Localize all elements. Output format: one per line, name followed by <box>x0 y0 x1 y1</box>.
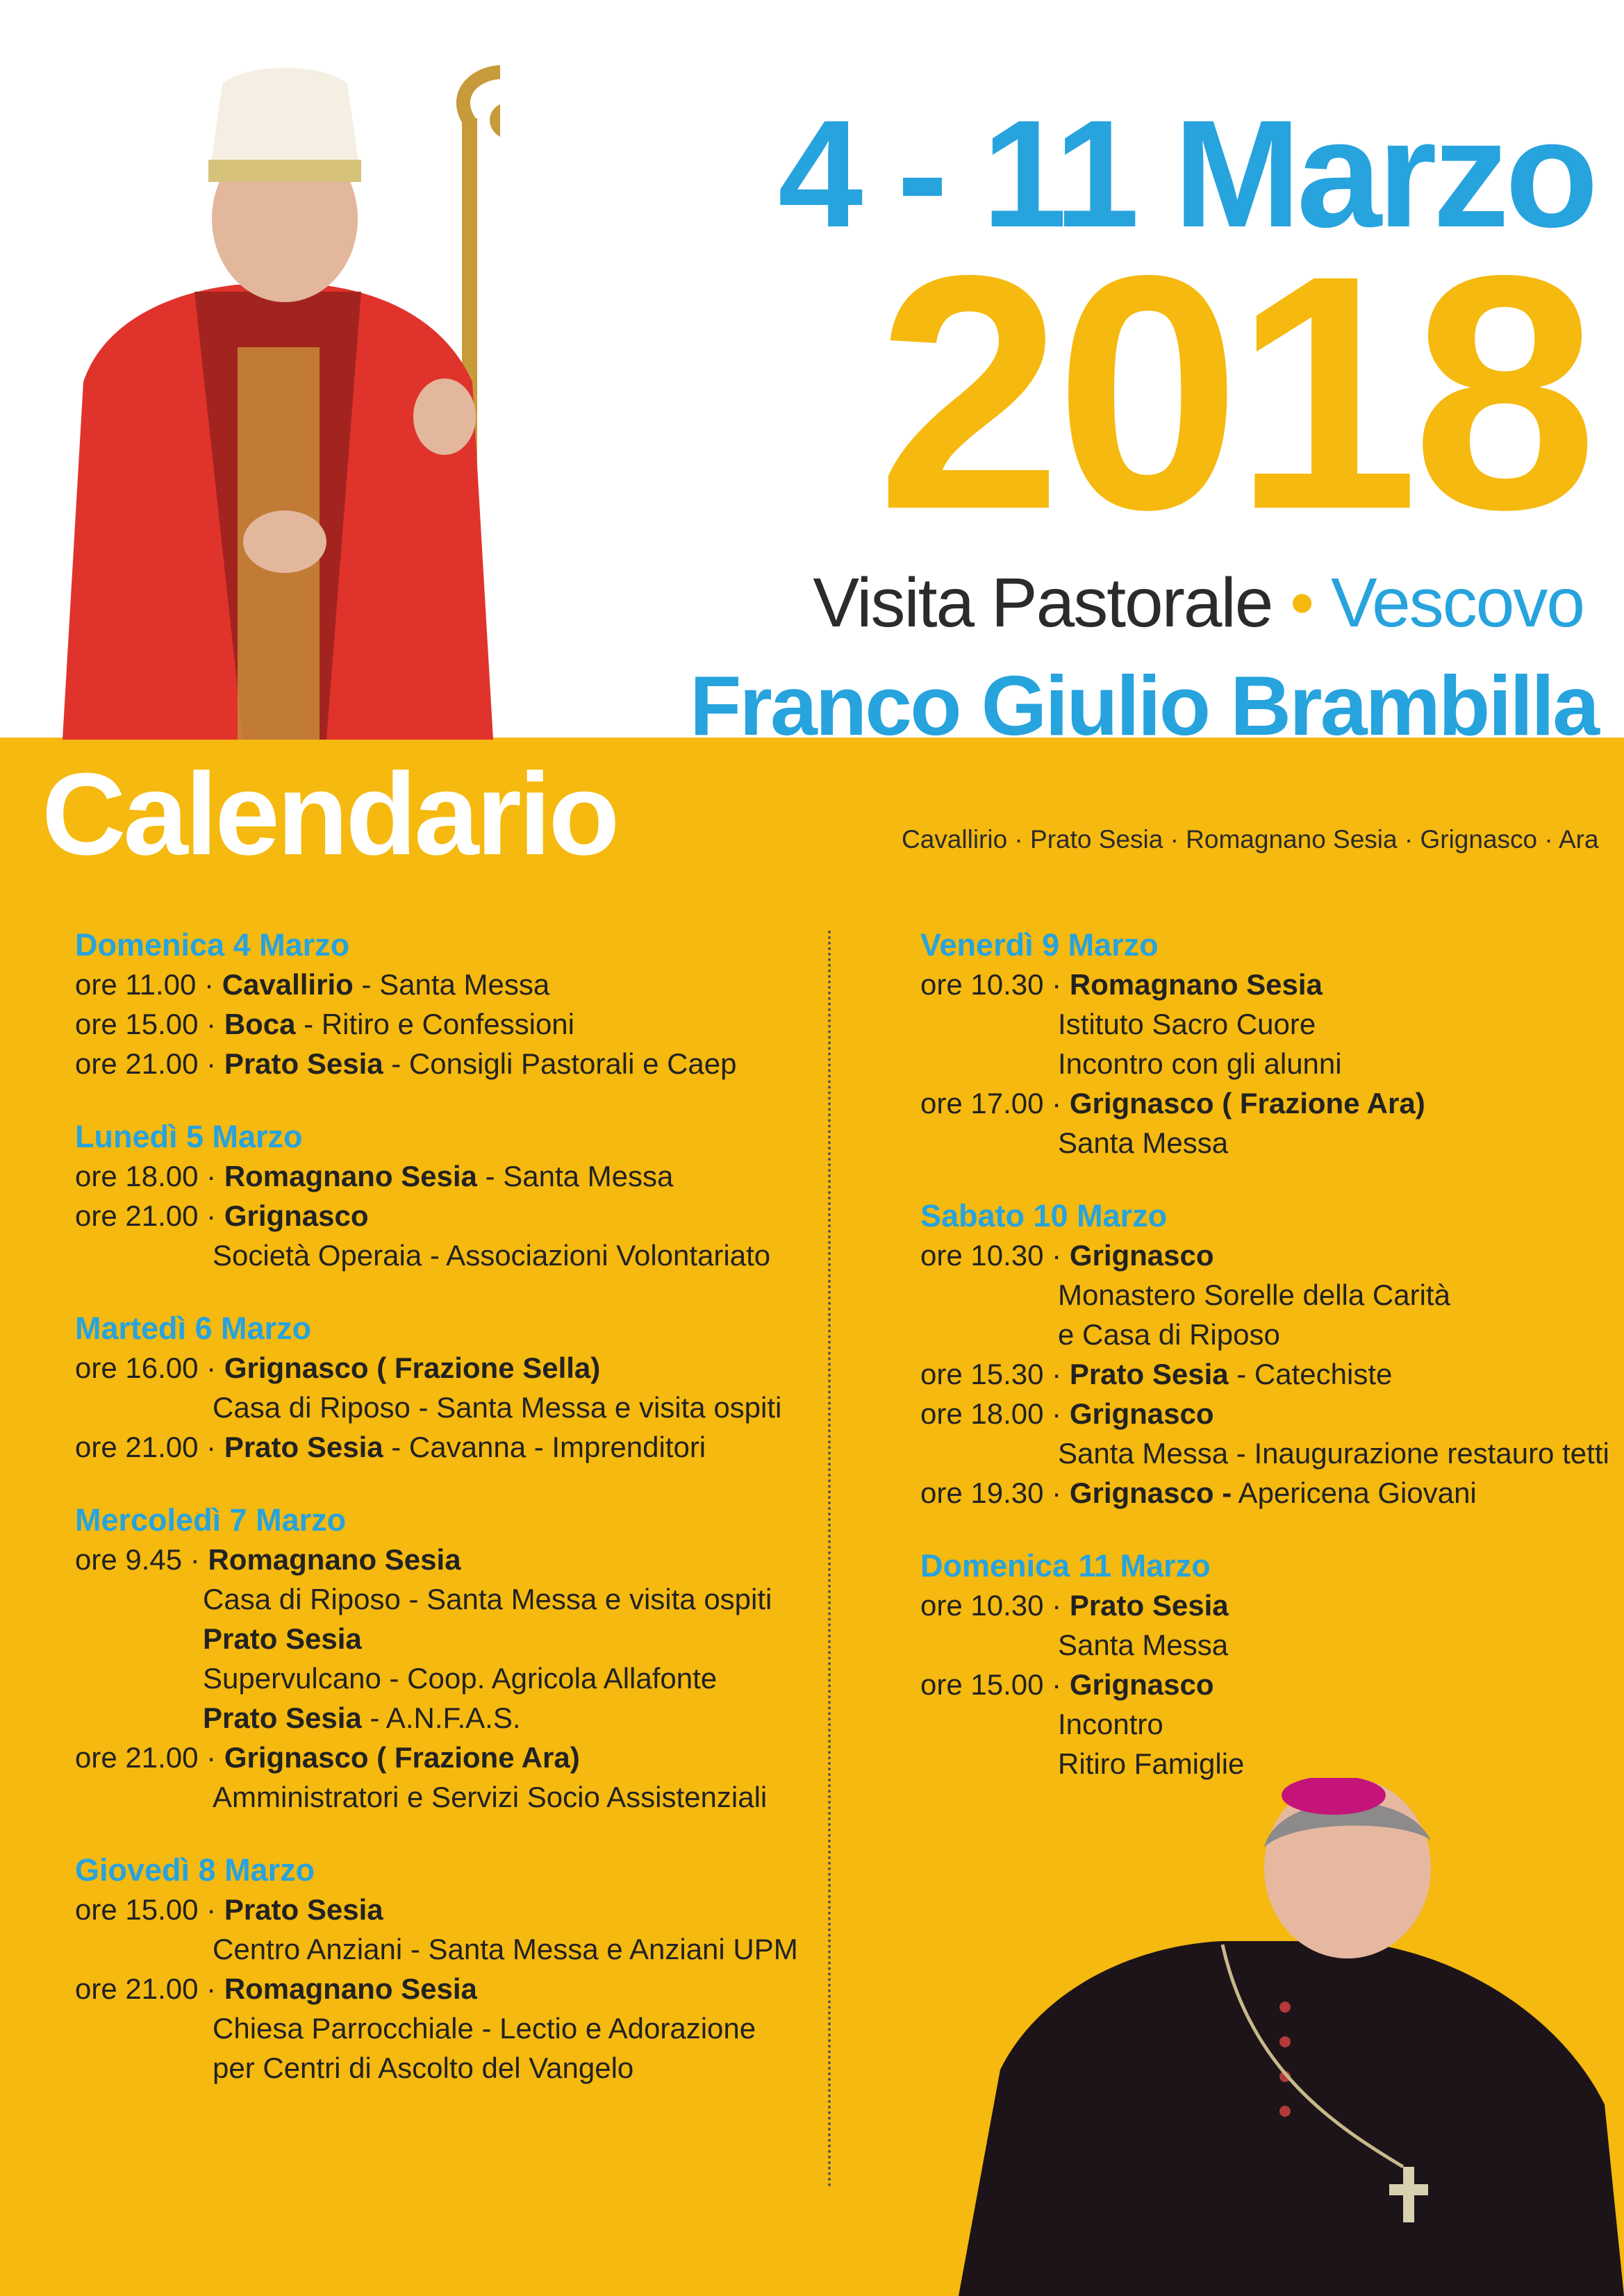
event-line: ore 15.30 · Prato Sesia - Catechiste <box>920 1358 1393 1390</box>
event-line: ore 11.00 · Cavallirio - Santa Messa <box>75 968 550 1001</box>
event-detail: Incontro con gli alunni <box>1058 1047 1342 1080</box>
schedule-right-column <box>920 925 1624 1817</box>
day-heading: Venerdì 9 Marzo <box>920 927 1159 963</box>
event-line: ore 10.30 · Grignasco <box>920 1239 1214 1272</box>
day-heading: Mercoledì 7 Marzo <box>75 1502 347 1538</box>
event-line: ore 9.45 · Romagnano Sesia <box>75 1543 461 1576</box>
bishop-photo-cassock <box>959 1778 1624 2296</box>
bishop-photo-vestments <box>56 56 500 740</box>
event-line: ore 15.00 · Grignasco <box>920 1668 1214 1701</box>
subtitle-role: Vescovo <box>1330 564 1584 642</box>
day-mercoledi-7 <box>75 1500 825 1817</box>
event-detail: Monastero Sorelle della Carità <box>1058 1279 1450 1311</box>
event-detail: Casa di Riposo - Santa Messa e visita ospiti <box>203 1583 772 1615</box>
event-line: ore 21.00 · Prato Sesia - Cavanna - Imprenditori <box>75 1431 706 1463</box>
event-detail: Ritiro Famiglie <box>1058 1747 1245 1780</box>
day-heading: Giovedì 8 Marzo <box>75 1852 315 1888</box>
event-detail: Prato Sesia <box>203 1622 362 1655</box>
day-giovedi-8 <box>75 1850 825 2088</box>
event-detail: Casa di Riposo - Santa Messa e visita ospiti <box>213 1391 782 1424</box>
day-heading: Lunedì 5 Marzo <box>75 1119 303 1154</box>
event-detail: Supervulcano - Coop. Agricola Allafonte <box>203 1662 718 1695</box>
event-line: ore 18.00 · Romagnano Sesia - Santa Messa <box>75 1160 674 1192</box>
day-heading: Sabato 10 Marzo <box>920 1198 1168 1233</box>
event-detail: Istituto Sacro Cuore <box>1058 1008 1316 1040</box>
event-line: ore 15.00 · Boca - Ritiro e Confessioni <box>75 1008 574 1040</box>
day-venerdi-9 <box>920 925 1624 1163</box>
event-detail: Santa Messa <box>1058 1126 1229 1159</box>
event-detail: Chiesa Parrocchiale - Lectio e Adorazione <box>213 2012 756 2045</box>
event-line: ore 10.30 · Romagnano Sesia <box>920 968 1323 1001</box>
day-heading: Domenica 11 Marzo <box>920 1548 1211 1583</box>
event-line: ore 17.00 · Grignasco ( Frazione Ara) <box>920 1087 1425 1120</box>
day-domenica-11 <box>920 1546 1624 1783</box>
subtitle-main: Visita Pastorale <box>813 564 1273 642</box>
event-detail: Incontro <box>1058 1708 1163 1740</box>
event-detail: Amministratori e Servizi Socio Assistenziali <box>213 1781 768 1813</box>
subtitle-separator: • <box>1290 564 1314 642</box>
day-heading: Martedì 6 Marzo <box>75 1311 312 1346</box>
day-lunedi-5 <box>75 1117 825 1275</box>
event-line: ore 21.00 · Grignasco <box>75 1199 369 1232</box>
schedule-left-column <box>75 925 825 2121</box>
event-detail: Prato Sesia - A.N.F.A.S. <box>203 1702 521 1734</box>
year: 2018 <box>877 206 1591 579</box>
event-line: ore 21.00 · Romagnano Sesia <box>75 1972 477 2005</box>
event-line: ore 19.30 · Grignasco - Apericena Giovani <box>920 1476 1477 1509</box>
event-detail: Santa Messa - Inaugurazione restauro tetti <box>1058 1437 1609 1470</box>
calendar-title: Calendario <box>42 749 618 879</box>
event-detail: Società Operaia - Associazioni Volontariato <box>213 1239 771 1272</box>
event-line: ore 10.30 · Prato Sesia <box>920 1589 1229 1622</box>
event-detail: e Casa di Riposo <box>1058 1318 1280 1351</box>
event-detail: Centro Anziani - Santa Messa e Anziani UPM <box>213 1933 798 1965</box>
places-list: Cavallirio · Prato Sesia · Romagnano Sesia · Grignasco · Ara <box>902 825 1599 854</box>
event-line: ore 16.00 · Grignasco ( Frazione Sella) <box>75 1351 601 1384</box>
event-line: ore 21.00 · Prato Sesia - Consigli Pastorali e Caep <box>75 1047 737 1080</box>
date-range: 4 - 11 Marzo <box>778 88 1595 259</box>
bishop-name: Franco Giulio Brambilla <box>689 658 1598 753</box>
day-heading: Domenica 4 Marzo <box>75 927 350 963</box>
event-detail: Santa Messa <box>1058 1629 1229 1661</box>
day-domenica-4 <box>75 925 825 1083</box>
event-line: ore 21.00 · Grignasco ( Frazione Ara) <box>75 1741 580 1774</box>
day-martedi-6 <box>75 1308 825 1467</box>
event-line: ore 15.00 · Prato Sesia <box>75 1893 383 1926</box>
subtitle <box>750 564 1584 642</box>
day-sabato-10 <box>920 1196 1624 1513</box>
column-divider <box>828 931 831 2188</box>
event-line: ore 18.00 · Grignasco <box>920 1397 1214 1430</box>
event-detail: per Centri di Ascolto del Vangelo <box>213 2052 634 2084</box>
